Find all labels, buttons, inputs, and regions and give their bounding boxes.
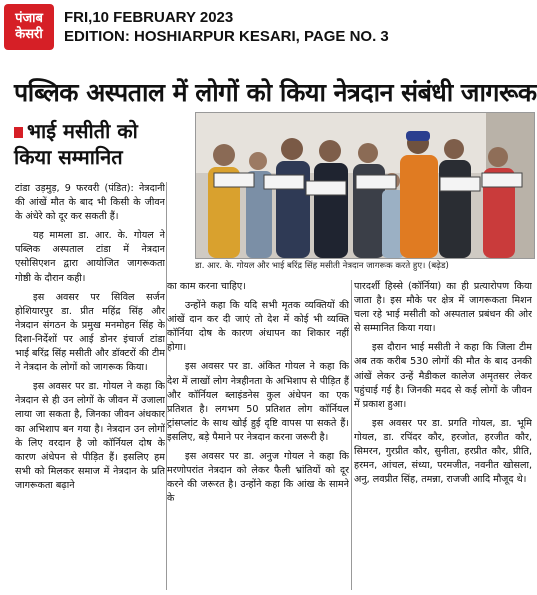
article-column-1 — [15, 182, 165, 590]
photo-caption: डा. आर. के. गोयल और भाई बरिंद्र सिंह मसीती नेत्रदान जागरूक करते हुए। (बढ़ेड) — [195, 261, 449, 271]
paragraph: का काम करना चाहिए। — [167, 281, 246, 292]
paragraph: इस अवसर पर सिविल सर्जन होशियारपुर डा. प्रीत महिंद्र सिंह और नेत्रदान संगठन के प्रमुख मनमोहन सिंह के दिशा-निर्देशों पर आई डोनर इंचार्ज टांडा भाई बरिंद्र सिंह मसीती और डॉक्टरों की टीम ने नेत्रदान के लोगों को जागरूक किया। — [15, 291, 165, 374]
paragraph: यह मामला डा. आर. के. गोयल ने पब्लिक अस्पताल टांडा में नेत्रदान एसोसिएशन द्वारा आयोजित जागरूकता गोष्ठी के दौरान कही। — [15, 230, 165, 284]
article-column-2 — [167, 280, 349, 590]
subheadline — [14, 118, 174, 170]
group-photo-illustration — [196, 113, 534, 258]
logo-line1: पंजाब — [15, 11, 43, 26]
subhead-line1: भाई मसीती को — [27, 119, 138, 143]
paragraph: इस अवसर पर डा. अनुज गोयल ने कहा कि मरणोपरांत नेत्रदान को लेकर फैली भ्रांतियों को दूर करने की जरूरत है। उन्होंने कहा कि आंख के सामने के — [167, 451, 349, 505]
paragraph: पारदर्शी हिस्से (कॉर्निया) का ही प्रत्यारोपण किया जाता है। इस मौके पर क्षेत्र में जागरूकता मिशन चला रहे भाई मसीती को अस्पताल प्रबंधन की ओर से सम्मानित किया गया। — [354, 281, 532, 335]
issue-date: FRI,10 FEBRUARY 2023 — [64, 9, 234, 26]
article-column-3 — [354, 280, 532, 590]
paragraph: उन्होंने कहा कि यदि सभी मृतक व्यक्तियों की आंखें दान कर दी जाएं तो देश में कोई भी व्यक्ति कॉर्निया दोष के कारण अंधापन का शिकार नहीं होगा। — [167, 300, 349, 354]
headline: पब्लिक अस्पताल में लोगों को किया नेत्रदान संबंधी जागरूक — [14, 78, 537, 107]
paragraph: इस अवसर पर डा. प्रगति गोयल, डा. भूमि गोयल, डा. रपिंदर कौर, हरजोत, हरजीत कौर, सिमरन, गुरप्रीत कौर, सुनीता, हरप्रीत कौर, प्रीति, हरमन, आंचल, संध्या, परमजीत, नवनीत खोसला, अनु, लवप्रीत सिंह, तमन्ना, राजजी आदि मौजूद थे। — [354, 417, 532, 486]
bullet-square-icon — [14, 127, 23, 138]
dateline — [64, 8, 389, 46]
edition-info: EDITION: HOSHIARPUR KESARI, PAGE NO. 3 — [64, 28, 389, 45]
paragraph: इस दौरान भाई मसीती ने कहा कि जिला टीम अब तक करीब 530 लोगों की मौत के बाद उनकी आंखें लेकर उन्हें मैडीकल कालेज अमृतसर लेकर पहुंचाई गई है। जिनकी मदद से कई लोगों के जीवन में प्रकाश हुआ। — [354, 342, 532, 410]
paragraph: इस अवसर पर डा. गोयल ने कहा कि नेत्रदान से ही उन लोगों के जीवन में उजाला लाया जा सकता है, जिनका जीवन अंधकार का अभिशाप बन गया है। नेत्रदान उन लोगों के लिए वरदान है जो कॉर्नियल दोष के कारण अंधेपन से पीड़ित हैं। इसलिए हम सभी को मिलकर समाज में नेत्रदान के प्रति जागरूकता बढ़ाने — [15, 381, 165, 491]
column-divider — [351, 280, 352, 590]
punjab-kesari-logo — [4, 4, 54, 50]
subhead-line2: किया सम्मानित — [14, 145, 123, 169]
paragraph: टांडा उड़मुड़, 9 फरवरी (पंडित): नेत्रदानी की आंखें मौत के बाद भी किसी के जीवन के अंधेरे को दूर कर सकती हैं। — [15, 183, 165, 223]
logo-line2: केसरी — [15, 27, 43, 42]
news-photo — [195, 112, 535, 259]
paragraph: इस अवसर पर डा. अंकित गोयल ने कहा कि देश में लाखों लोग नेत्रहीनता के अभिशाप से पीड़ित हैं और कॉर्नियल ब्लाइंडनेस कुल अंधेपन का एक प्रतिशत है। लगभग 50 प्रतिशत लोग कॉर्नियल ट्रांसप्लांट के साथ खोई हुई दृष्टि वापस पा सकते हैं। इसलिए, बड़े पैमाने पर नेत्रदान करना जरूरी है। — [167, 361, 349, 443]
